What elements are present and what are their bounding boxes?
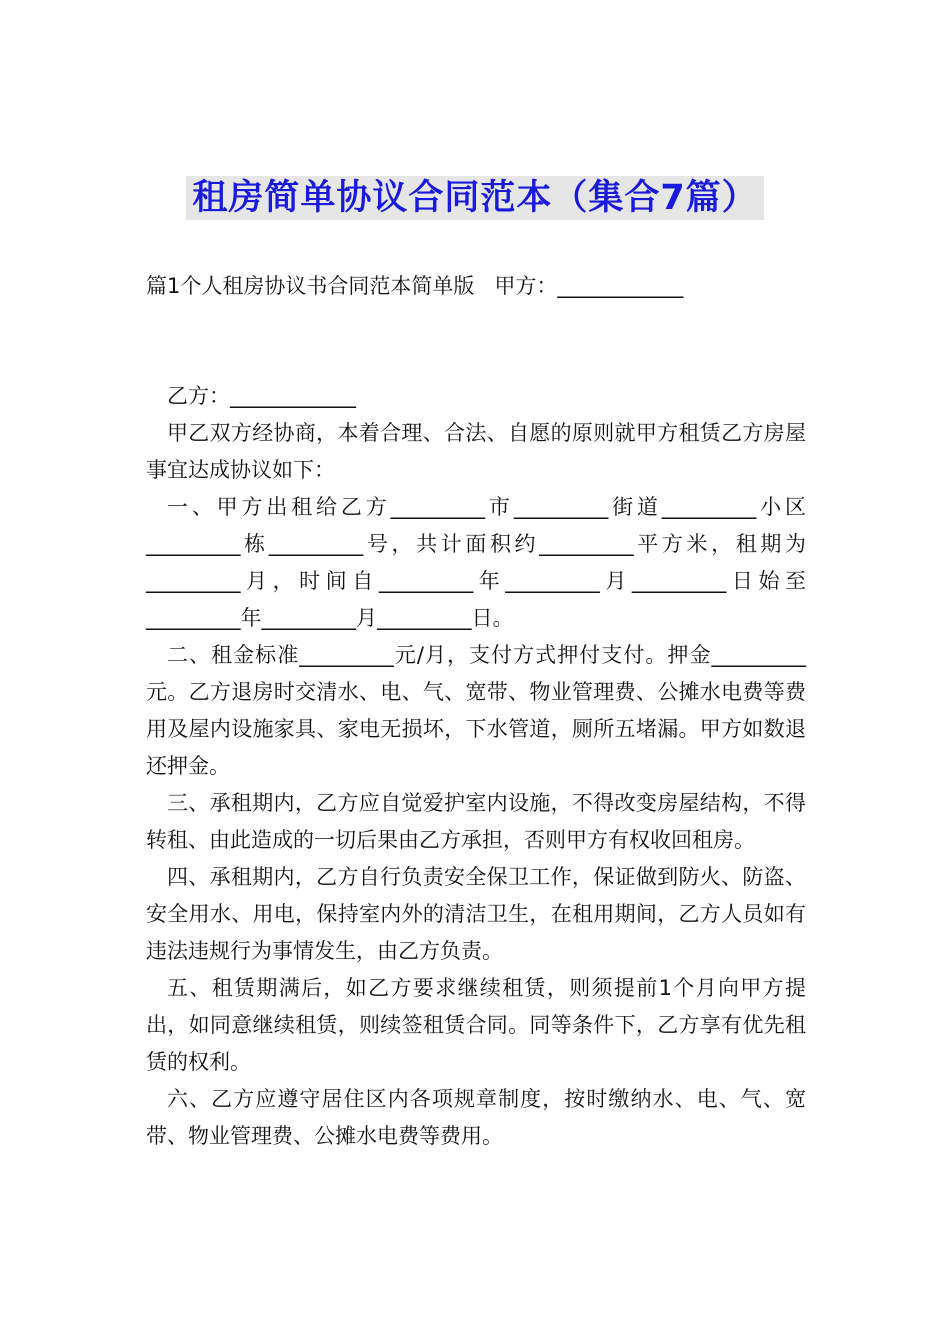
- section-heading-label: 篇1个人租房协议书合同范本简单版: [146, 274, 475, 298]
- party-a-field: 甲方：____________: [494, 274, 684, 298]
- paragraph-intro: 甲乙双方经协商，本着合理、合法、自愿的原则就甲方租赁乙方房屋事宜达成协议如下：: [146, 421, 806, 482]
- paragraph-clause-6: 六、乙方应遵守居住区内各项规章制度，按时缴纳水、电、气、宽带、物业管理费、公摊水电费等费用。: [146, 1087, 806, 1148]
- paragraph-party-b: 乙方：____________: [167, 384, 356, 408]
- paragraph-clause-2: 二、租金标准_________元/月，支付方式押付支付。押金_________元。乙方退房时交清水、电、气、宽带、物业管理费、公摊水电费等费用及屋内设施家具、家电无损坏，下水管道，厕所五堵漏。甲方如数退还押金。: [146, 643, 806, 778]
- paragraph-clause-5: 五、租赁期满后，如乙方要求继续租赁，则须提前1个月向甲方提出，如同意继续租赁，则续签租赁合同。同等条件下，乙方享有优先租赁的权利。: [146, 976, 806, 1074]
- paragraph-clause-3: 三、承租期内，乙方应自觉爱护室内设施，不得改变房屋结构，不得转租、由此造成的一切后果由乙方承担，否则甲方有权收回租房。: [146, 791, 806, 852]
- paragraph-clause-1: 一、甲方出租给乙方_________市_________街道_________小区_________栋_________号，共计面积约_________平方米，租期为_________月，时间自_________年_________月_________日始至_________年_________月_________日。: [146, 495, 806, 630]
- title-container: [0, 176, 950, 220]
- paragraph-clause-4: 四、承租期内，乙方自行负责安全保卫工作，保证做到防火、防盗、安全用水、用电，保持室内外的清洁卫生，在租用期间，乙方人员如有违法违规行为事情发生，由乙方负责。: [146, 865, 806, 963]
- document-title: 租房简单协议合同范本（集合7篇）: [186, 176, 763, 220]
- section-heading: [146, 268, 683, 305]
- document-body: [146, 378, 806, 1155]
